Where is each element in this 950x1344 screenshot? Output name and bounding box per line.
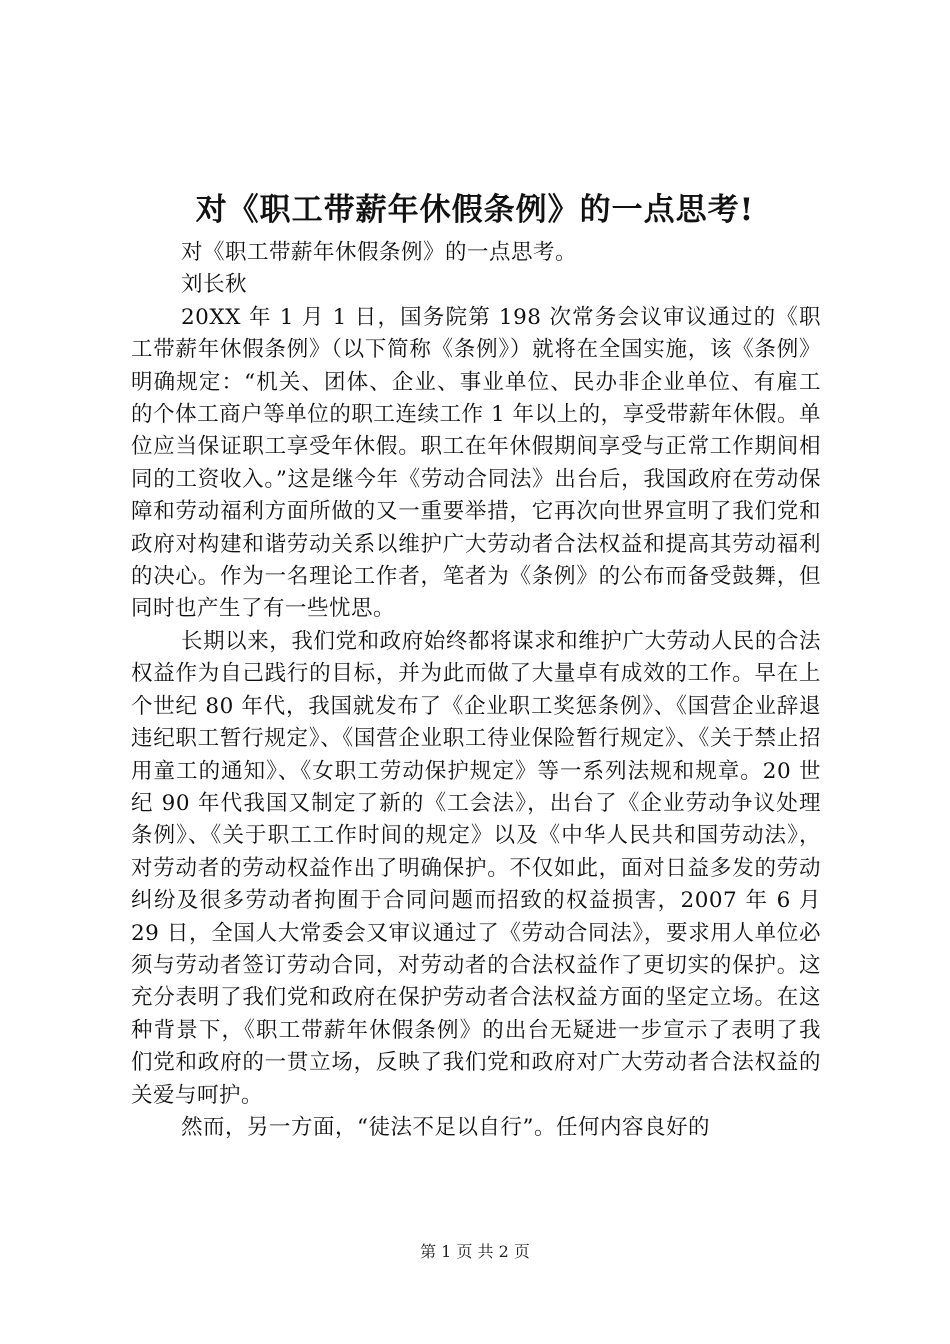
page-footer: 第 1 页 共 2 页 bbox=[420, 1242, 530, 1261]
author-line: 刘长秋 bbox=[181, 272, 248, 298]
paragraph-1: 20XX 年 1 月 1 日，国务院第 198 次常务会议审议通过的《职工带薪年休假条例》（以下简称《条例》）就将在全国实施，该《条例》明确规定：“机关、团体、企业、事业单位、民办非企业单位、有雇工的个体工商户等单位的职工连续工作 1 年以上的，享受带薪年休假。单位应当保证职工享受年休假。职工在年休假期间享受与正常工作期间相同的工资收入。”这是继今年《劳动合同法》出台后，我国政府在劳动保障和劳动福利方面所做的又一重要举措，它再次向世界宣明了我们党和政府对构建和谐劳动关系以维护广大劳动者合法权益和提高其劳动福利的决心。作为一名理论工作者，笔者为《条例》的公布而备受鼓舞，但同时也产生了有一些忧思。 bbox=[131, 304, 821, 622]
paragraph-3: 然而，另一方面，“徒法不足以自行”。任何内容良好的 bbox=[181, 1114, 710, 1140]
document-title: 对《职工带薪年休假条例》的一点思考! bbox=[195, 192, 755, 228]
document-body bbox=[131, 237, 821, 1144]
paragraph-2: 长期以来，我们党和政府始终都将谋求和维护广大劳动人民的合法权益作为自己践行的目标，并为此而做了大量卓有成效的工作。早在上个世纪 80 年代，我国就发布了《企业职工奖惩条例》、《国营企业辞退违纪职工暂行规定》、《国营企业职工待业保险暂行规定》、《关于禁止招用童工的通知》、《女职工劳动保护规定》等一系列法规和规章。20 世纪 90 年代我国又制定了新的《工会法》，出台了《企业劳动争议处理条例》、《关于职工工作时间的规定》以及《中华人民共和国劳动法》，对劳动者的劳动权益作出了明确保护。不仅如此，面对日益多发的劳动纠纷及很多劳动者拘囿于合同问题而招致的权益损害，2007 年 6 月 29 日，全国人大常委会又审议通过了《劳动合同法》，要求用人单位必须与劳动者签订劳动合同，对劳动者的合法权益作了更切实的保护。这充分表明了我们党和政府在保护劳动者合法权益方面的坚定立场。在这种背景下，《职工带薪年休假条例》的出台无疑进一步宣示了表明了我们党和政府的一贯立场，反映了我们党和政府对广大劳动者合法权益的关爱与呵护。 bbox=[131, 628, 821, 1108]
subtitle-line: 对《职工带薪年休假条例》的一点思考。 bbox=[181, 240, 578, 265]
